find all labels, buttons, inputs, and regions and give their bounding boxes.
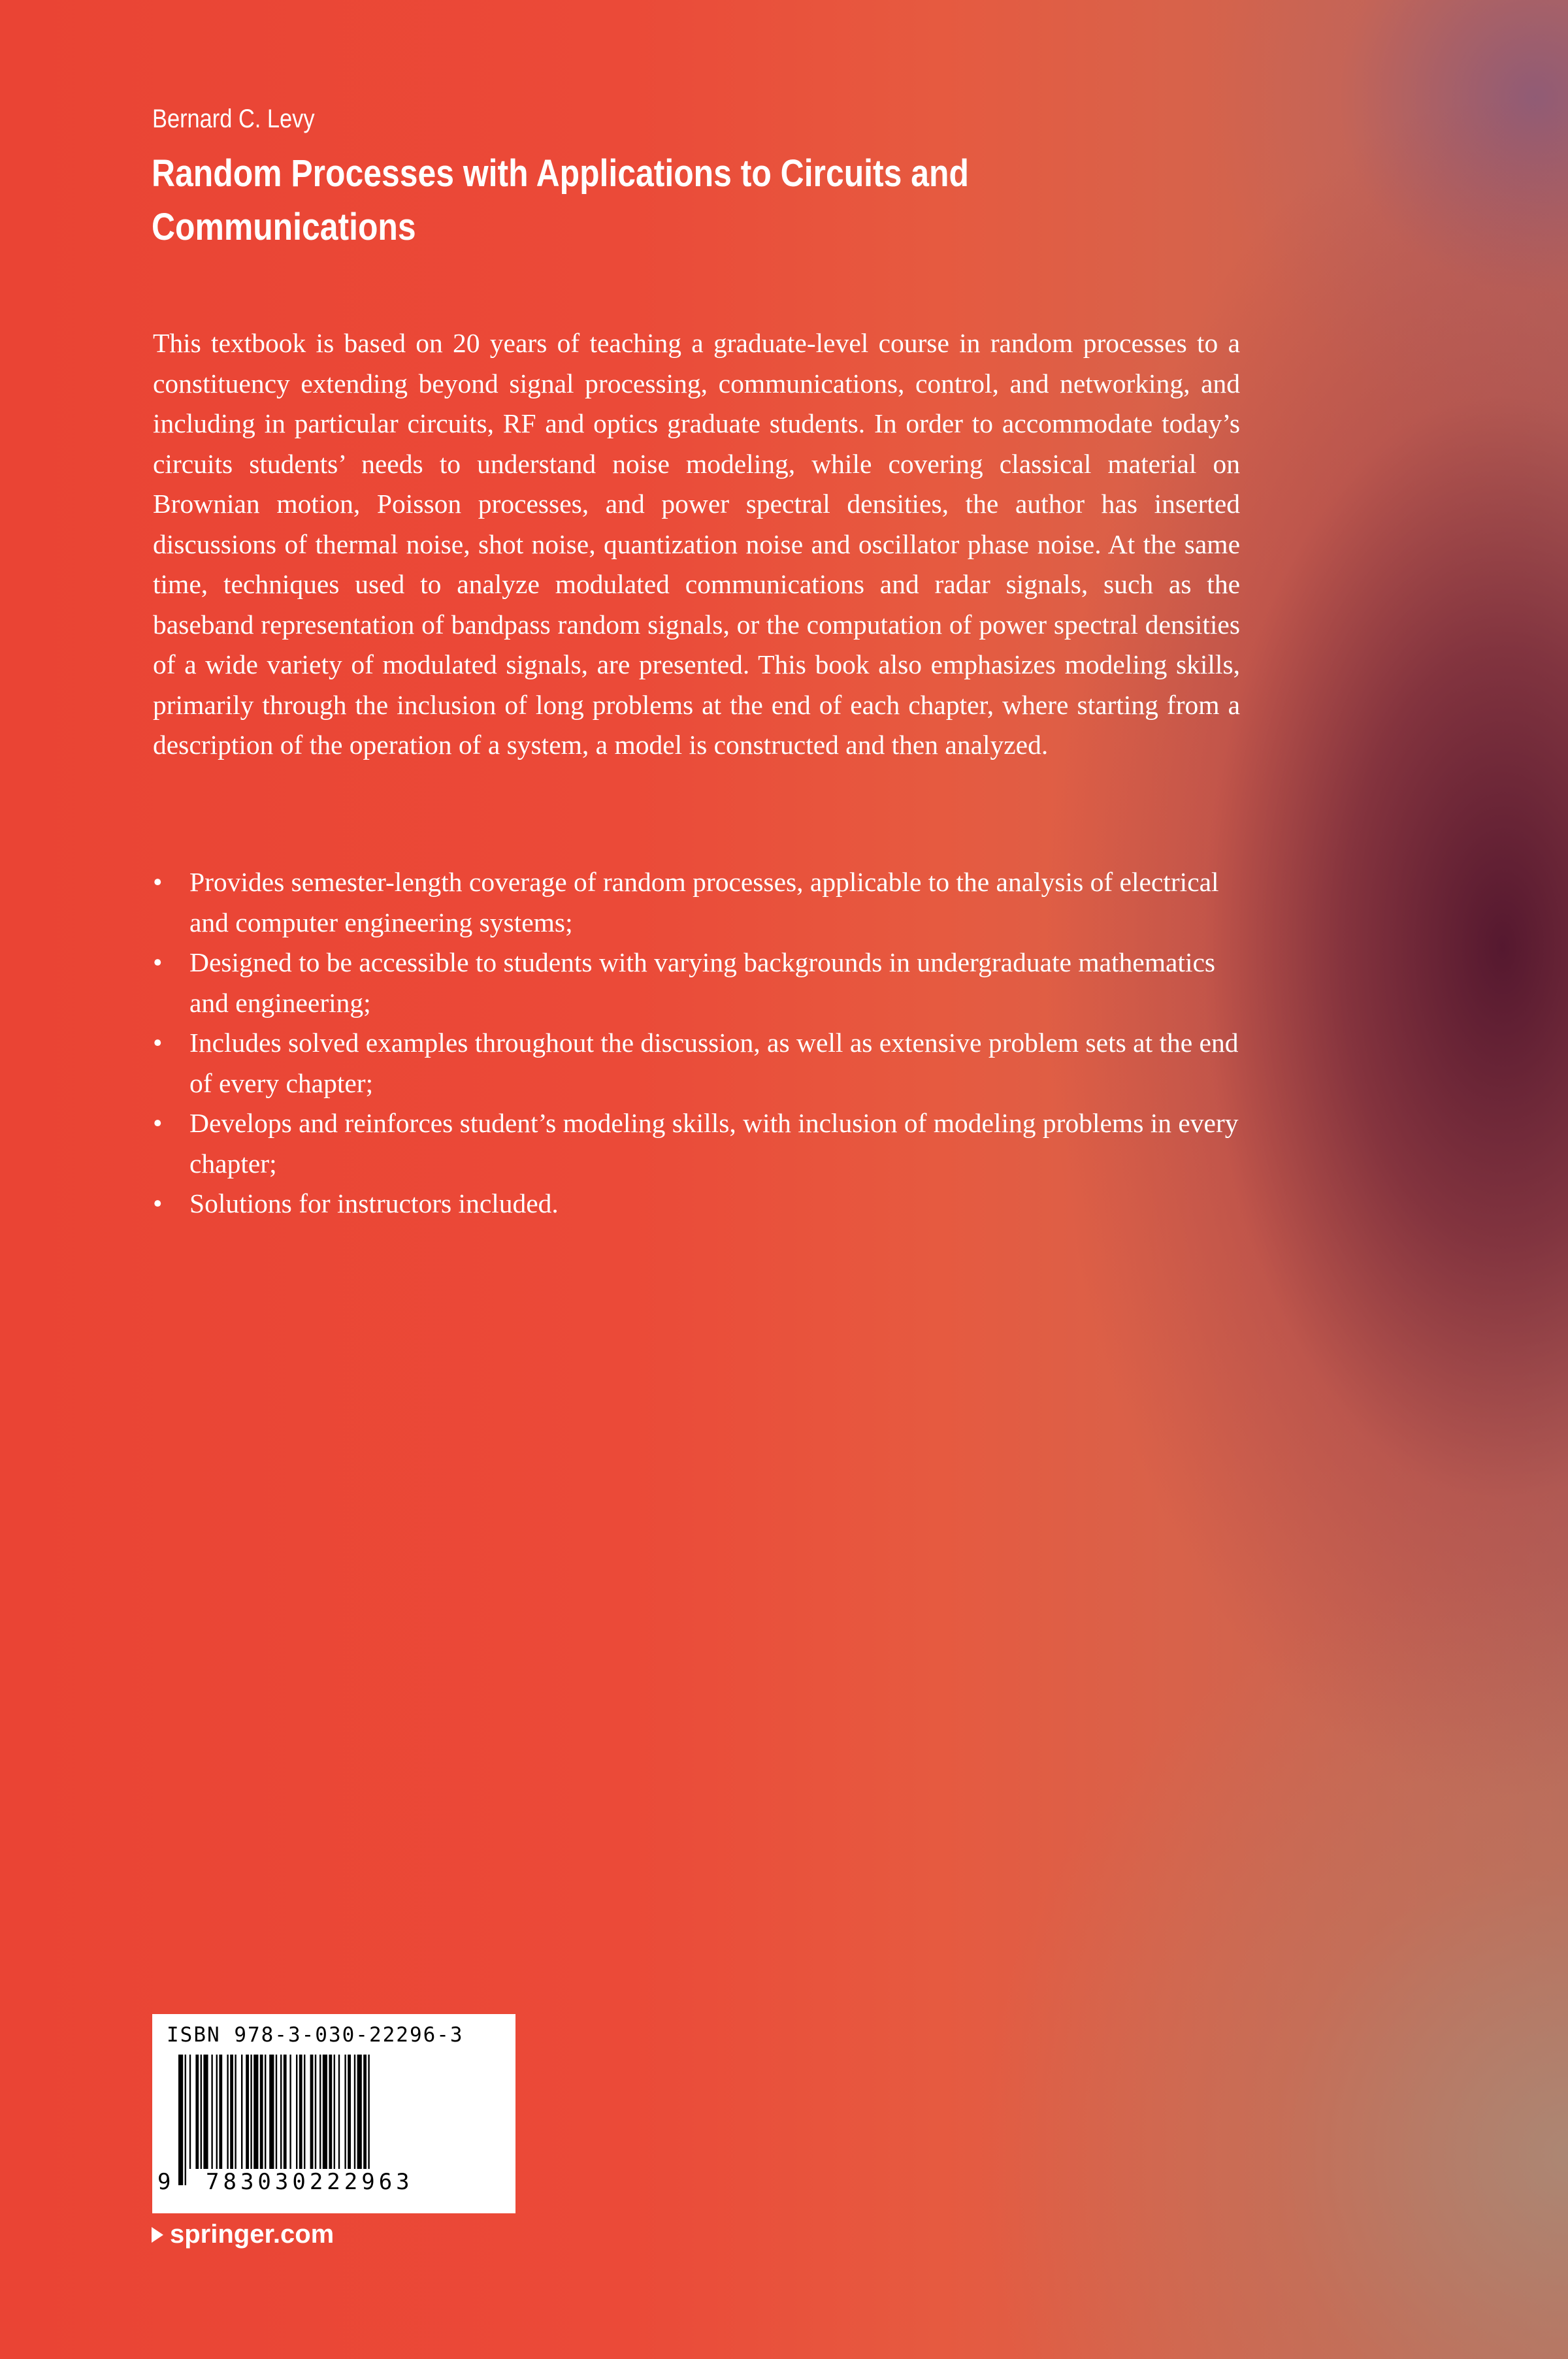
barcode-bar [338, 2055, 340, 2169]
barcode-bar [241, 2055, 242, 2169]
isbn-barcode [152, 2014, 515, 2213]
feature-item [153, 943, 1240, 1023]
barcode-bar [185, 2055, 186, 2185]
description-paragraph: This textbook is based on 20 years of teaching a graduate-level course in random processes to a constituency extending beyond signal processing, communications, control, and networking, and including in particular circuits, RF and optics graduate students. In order to accommodate today’s circuits students’ needs to understand noise modeling, while covering classical material on Brownian motion, Poisson processes, and power spectral densities, the author has inserted discussions of thermal noise, shot noise, quantization noise and oscillator phase noise. At the same time, techniques used to analyze modulated communications and radar signals, such as the baseband representation of bandpass random signals, or the computation of power spectral densities of a wide variety of modulated signals, are presented. This book also emphasizes modeling skills, primarily through the inclusion of long problems at the end of each chapter, where starting from a description of the operation of a system, a model is constructed and then analyzed. [153, 328, 1240, 760]
barcode-first-digit: 9 [157, 2169, 171, 2195]
barcode-bar [289, 2055, 291, 2169]
feature-text: Provides semester-length coverage of random processes, applicable to the analysis of electrical and computer engineering systems; [189, 867, 1219, 937]
barcode-bar [329, 2055, 332, 2169]
barcode-bar [211, 2055, 212, 2169]
barcode-bar [235, 2055, 236, 2169]
barcode-bar [296, 2055, 297, 2169]
barcode-bar [357, 2055, 362, 2169]
feature-text: Includes solved examples throughout the discussion, as well as extensive problem sets at the end of every chapter; [189, 1028, 1239, 1098]
publisher-link[interactable] [152, 2220, 334, 2249]
feature-text: Designed to be accessible to students with varying backgrounds in undergraduate mathematics and engineering; [189, 947, 1216, 1018]
barcode-bar [368, 2055, 369, 2185]
barcode-bar [363, 2055, 367, 2185]
barcode-bar [319, 2055, 321, 2169]
barcode-bar [334, 2055, 335, 2169]
bullet-icon: • [153, 1108, 163, 1138]
barcode-bar [284, 2055, 287, 2169]
barcode-bar [304, 2055, 305, 2169]
barcode-bar [299, 2055, 302, 2169]
author-name: Bernard C. Levy [152, 105, 315, 133]
feature-item [153, 1103, 1240, 1184]
publisher-link-text: springer.com [170, 2220, 335, 2249]
feature-item [153, 1023, 1240, 1103]
barcode-bar [344, 2055, 346, 2169]
barcode-bar [201, 2055, 202, 2169]
book-title: Random Processes with Applications to Circuits and Communications [152, 152, 969, 248]
barcode-bar [216, 2055, 218, 2169]
barcode-bar [253, 2055, 258, 2169]
barcode-bar [189, 2055, 191, 2169]
barcode-bar [203, 2055, 208, 2169]
bullet-icon: • [153, 947, 163, 977]
barcode-bar [219, 2055, 222, 2169]
feature-list [153, 862, 1240, 1224]
barcode-bar [250, 2055, 252, 2169]
feature-item [153, 1184, 1240, 1224]
isbn-label: ISBN 978-3-030-22296-3 [167, 2023, 464, 2047]
barcode-bar [354, 2055, 355, 2169]
feature-text: Develops and reinforces student’s modeling skills, with inclusion of modeling problems in every chapter; [189, 1108, 1239, 1179]
feature-item [153, 862, 1240, 943]
barcode-bar [315, 2055, 316, 2169]
barcode-bar [276, 2055, 277, 2185]
barcode-bar [269, 2055, 274, 2169]
barcode-bar [195, 2055, 199, 2169]
barcode-bar [323, 2055, 327, 2169]
feature-text: Solutions for instructors included. [189, 1188, 559, 1218]
bullet-icon: • [153, 867, 163, 897]
barcode-bar [230, 2055, 233, 2169]
barcode-bar [310, 2055, 314, 2169]
barcode-bar [265, 2055, 266, 2169]
barcode-bar [280, 2055, 282, 2185]
barcode-bar [260, 2055, 263, 2169]
bullet-icon: • [153, 1188, 163, 1218]
barcode-bars [178, 2055, 492, 2185]
barcode-bar [178, 2055, 183, 2185]
barcode-bar [348, 2055, 351, 2169]
bullet-icon: • [153, 1028, 163, 1058]
barcode-bar [246, 2055, 249, 2169]
barcode-bar [227, 2055, 228, 2169]
play-arrow-icon [152, 2227, 163, 2243]
barcode-digit-string: 783030222963 [203, 2169, 416, 2195]
